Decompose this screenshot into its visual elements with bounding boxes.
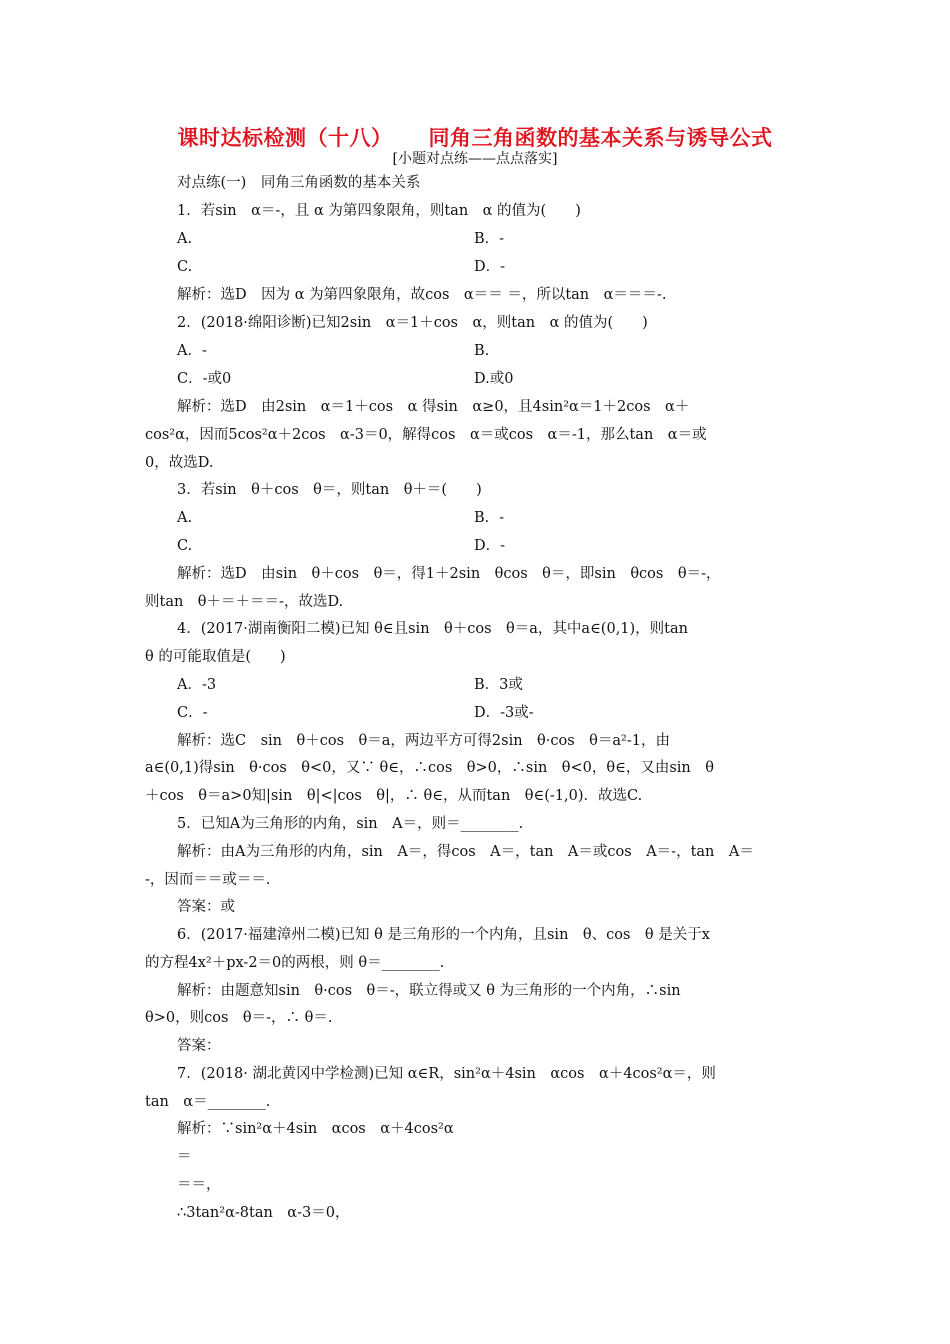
q4-solution-line2: a∈(0,1)得sin θ·cos θ<0，又∵ θ∈，∴cos θ>0，∴sin θ<0，θ∈，又由sin θ xyxy=(145,760,715,776)
q7-solution-line3: ＝＝， xyxy=(177,1177,221,1193)
q7-stem-line2: tan α＝________. xyxy=(145,1094,271,1110)
q2-option-b: B. xyxy=(474,343,490,359)
q3-solution-line2: 则tan θ＋＝＋＝＝-，故选D. xyxy=(145,594,344,610)
q6-answer: 答案： xyxy=(177,1038,221,1054)
q2-solution-line2: cos²α，因而5cos²α＋2cos α-3＝0，解得cos α＝或cos α＝-1，那么tan α＝或 xyxy=(145,427,707,443)
q3-option-c: C. xyxy=(177,538,193,554)
q3-option-d: D．- xyxy=(474,538,506,554)
q1-option-d: D．- xyxy=(474,259,506,275)
q1-option-b: B．- xyxy=(474,231,505,247)
q7-solution-line1: 解析：∵sin²α＋4sin αcos α＋4cos²α xyxy=(177,1121,454,1137)
q3-option-a: A. xyxy=(177,510,193,526)
q2-solution-line3: 0，故选D. xyxy=(145,455,214,471)
q4-solution-line3: ＋cos θ＝a>0知|sin θ|<|cos θ|，∴ θ∈，从而tan θ∈(-1,0)．故选C. xyxy=(145,788,643,804)
q5-stem: 5．已知A为三角形的内角，sin A＝，则＝________. xyxy=(177,816,524,832)
q4-stem-line1: 4．(2017·湖南衡阳二模)已知 θ∈且sin θ＋cos θ＝a，其中a∈(0,1)，则tan xyxy=(177,621,688,637)
q2-option-a: A．- xyxy=(177,343,207,359)
q4-option-a: A．-3 xyxy=(177,677,217,693)
q6-solution-line2: θ>0，则cos θ＝-，∴ θ＝. xyxy=(145,1010,333,1026)
q2-stem: 2．(2018·绵阳诊断)已知2sin α＝1＋cos α，则tan α 的值为( ) xyxy=(177,315,648,331)
q1-option-c: C. xyxy=(177,259,193,275)
q2-solution-line1: 解析：选D 由2sin α＝1＋cos α 得sin α≥0，且4sin²α＝1＋2cos α＋ xyxy=(177,399,690,415)
section-heading: 对点练(一) 同角三角函数的基本关系 xyxy=(177,175,421,191)
q5-solution-line2: -，因而＝＝或＝＝. xyxy=(145,872,271,888)
title-part1: 课时达标检测（十八） xyxy=(177,126,393,150)
q4-option-b: B．3或 xyxy=(474,677,523,693)
q7-solution-line4: ∴3tan²α-8tan α-3＝0， xyxy=(177,1205,350,1221)
q6-stem-line2: 的方程4x²＋px-2＝0的两根，则 θ＝________. xyxy=(145,955,445,971)
q6-solution-line1: 解析：由题意知sin θ·cos θ＝-，联立得或又 θ 为三角形的一个内角，∴sin xyxy=(177,983,681,999)
q6-stem-line1: 6．(2017·福建漳州二模)已知 θ 是三角形的一个内角，且sin θ、cos θ 是关于x xyxy=(177,927,710,943)
q3-solution-line1: 解析：选D 由sin θ＋cos θ＝，得1＋2sin θcos θ＝，即sin θcos θ＝-， xyxy=(177,566,721,582)
q4-solution-line1: 解析：选C sin θ＋cos θ＝a，两边平方可得2sin θ·cos θ＝a²-1，由 xyxy=(177,733,670,749)
q3-option-b: B．- xyxy=(474,510,505,526)
q4-option-d: D．-3或- xyxy=(474,705,534,721)
q4-option-c: C．- xyxy=(177,705,208,721)
q5-answer: 答案：或 xyxy=(177,899,235,915)
page-subtitle: [小题对点练——点点落实] xyxy=(392,151,558,167)
title-part2: 同角三角函数的基本关系与诱导公式 xyxy=(428,126,773,150)
q2-option-d: D.或0 xyxy=(474,371,514,387)
q5-solution-line1: 解析：由A为三角形的内角，sin A＝，得cos A＝，tan A＝或cos A＝-，tan A＝ xyxy=(177,844,754,860)
q4-stem-line2: θ 的可能取值是( ) xyxy=(145,649,286,665)
q1-solution: 解析：选D 因为 α 为第四象限角，故cos α＝＝ ＝，所以tan α＝＝＝-. xyxy=(177,287,667,303)
q7-solution-line2: ＝ xyxy=(177,1149,192,1165)
q3-stem: 3．若sin θ＋cos θ＝，则tan θ＋＝( ) xyxy=(177,482,482,498)
q2-option-c: C．-或0 xyxy=(177,371,232,387)
q1-stem: 1．若sin α＝-，且 α 为第四象限角，则tan α 的值为( ) xyxy=(177,203,581,219)
q7-stem-line1: 7．(2018· 湖北黄冈中学检测)已知 α∈R，sin²α＋4sin αcos α＋4cos²α＝，则 xyxy=(177,1066,716,1082)
q1-option-a: A. xyxy=(177,231,193,247)
